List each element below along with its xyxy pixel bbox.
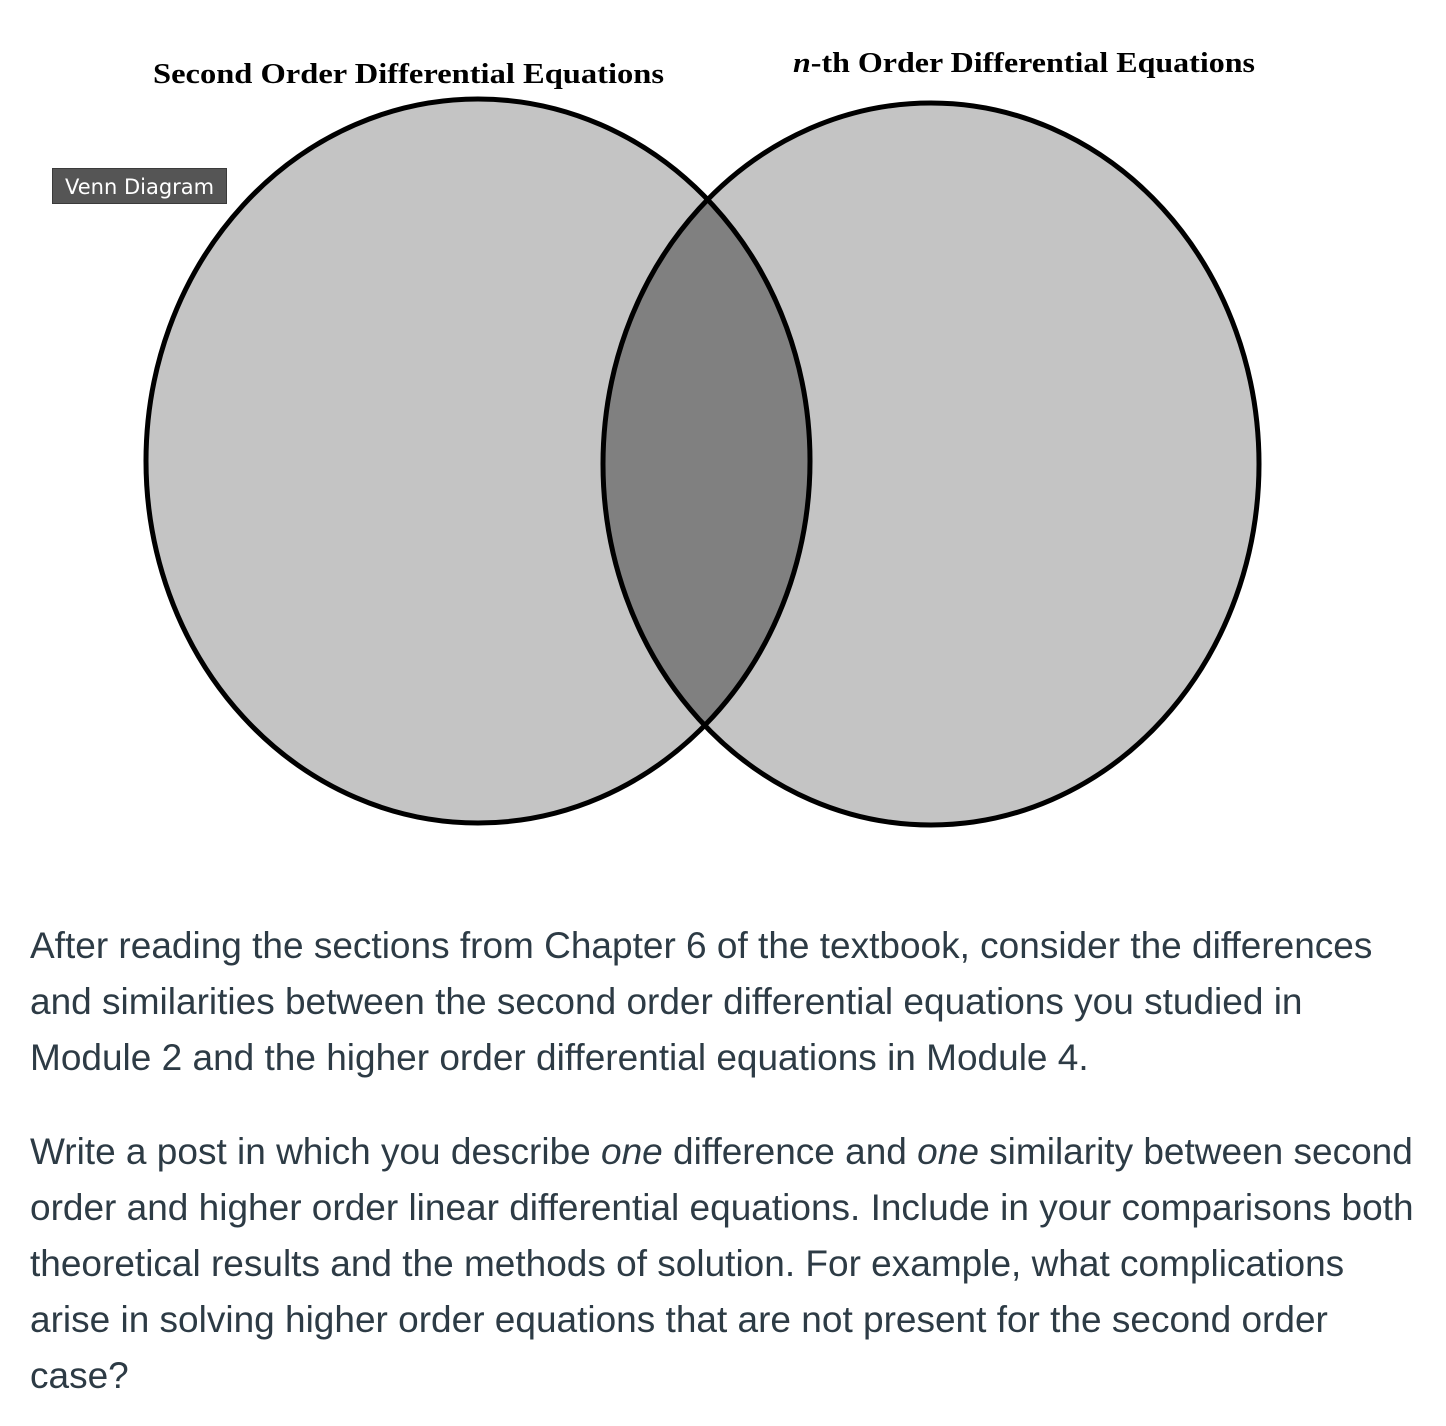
- venn-diagram-tooltip: Venn Diagram: [52, 168, 227, 204]
- emphasis-one-similarity: one: [917, 1131, 979, 1172]
- prompt-paragraph-1: After reading the sections from Chapter 6 of the textbook, consider the differences and similarities between the second order differential equations you studied in Module 2 and the higher order differential equations in Module 4.: [30, 925, 1373, 1078]
- right-label-n: n: [793, 47, 810, 79]
- emphasis-one-difference: one: [601, 1131, 663, 1172]
- right-set-label: [793, 47, 1255, 79]
- prompt-text-part-2: difference and: [662, 1131, 918, 1172]
- right-label-rest: -th Order Differential Equations: [810, 47, 1214, 79]
- left-set-label: Second Order Differential Equations: [153, 58, 664, 90]
- prompt-text-part-1: Write a post in which you describe: [30, 1131, 602, 1172]
- prompt-paragraph-2: [30, 1124, 1420, 1404]
- prompt-text-part-3: similarity between second order and higher order linear differential equations. Include in your comparisons both theoretical results and the methods of solution. For example, what complications arise in solving higher order equations that are not present for the second order case?: [30, 1131, 1414, 1396]
